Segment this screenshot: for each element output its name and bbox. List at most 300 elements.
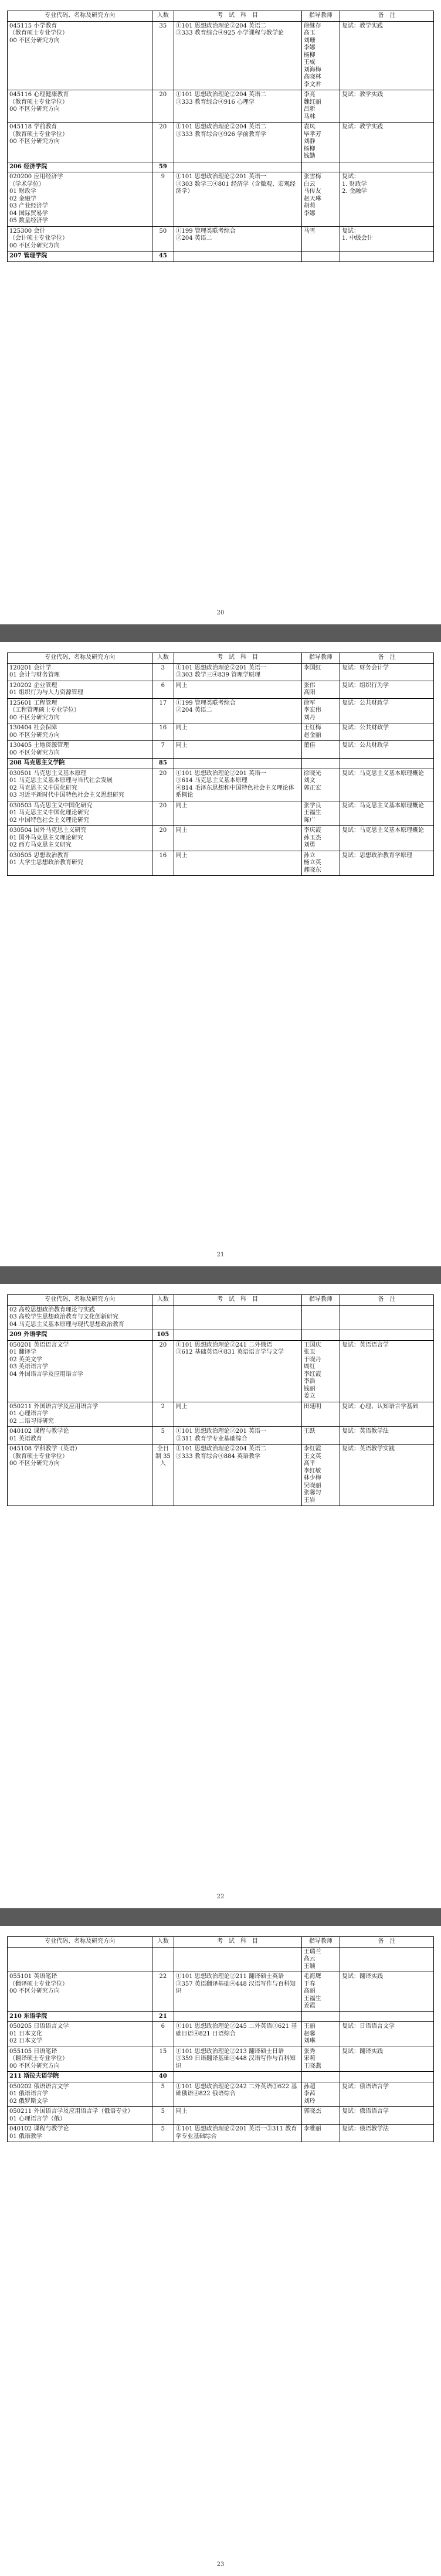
count-cell: 20 — [152, 1340, 174, 1402]
advisor-name: 杨柳 — [303, 145, 316, 152]
empty-cell — [301, 2011, 340, 2022]
exam-cell — [174, 681, 301, 698]
major-line: 01 俄语语言学 — [9, 2091, 48, 2097]
major-cell — [8, 698, 152, 723]
notes-cell — [340, 21, 434, 90]
table-header-row — [8, 653, 434, 664]
advisor-name: 王颖 — [303, 1963, 316, 1970]
major-line: 02 日本文学 — [9, 2038, 42, 2044]
advisor-name: 陈广 — [303, 817, 316, 824]
major-line: 030504 国外马克思主义研究 — [9, 827, 87, 834]
advisor-name: 张秀 — [303, 2048, 316, 2055]
major-line: 030505 思想政治教育 — [9, 852, 69, 859]
empty-cell — [340, 2011, 434, 2022]
advisor-name: 马传友 — [303, 188, 321, 195]
count-cell: 85 — [152, 759, 174, 769]
column-header: 考 试 科 目 — [174, 1937, 301, 1948]
notes-cell — [340, 723, 434, 741]
empty-cell — [174, 162, 301, 172]
notes-cell — [340, 1402, 434, 1427]
count-cell: 40 — [152, 2072, 174, 2082]
empty-cell — [174, 252, 301, 262]
count-cell: 45 — [152, 252, 174, 262]
exam-cell — [174, 1947, 301, 1972]
empty-cell — [340, 759, 434, 769]
major-line: 01 日本文化 — [9, 2030, 42, 2037]
advisor-name: 王福生 — [303, 810, 321, 816]
exam-line: ③311 教育学专业基础综合 — [175, 1435, 247, 1442]
advisor-name: 刘丹 — [303, 714, 316, 721]
notes-cell — [340, 681, 434, 698]
note-line: 复试： — [342, 227, 360, 235]
advisor-name: 于晓丹 — [303, 1356, 321, 1363]
count-cell: 5 — [152, 2082, 174, 2107]
exam-line: 同上 — [175, 742, 188, 749]
exam-line: ①101 思想政治理论②204 英语二 — [175, 91, 267, 98]
school-header-row — [8, 759, 434, 769]
exam-cell — [174, 226, 301, 252]
major-line: 125300 会计 — [9, 227, 46, 235]
table-row — [8, 226, 434, 252]
empty-cell — [174, 2072, 301, 2082]
advisor-name: 宋莉 — [303, 2055, 316, 2062]
major-line: （教育硕士专业学位） — [9, 30, 68, 36]
advisor-name: 王岩 — [303, 1497, 316, 1504]
note-line: 复试：马克思主义基本原理概论 — [342, 802, 425, 809]
note-line: 复试：翻译实践 — [342, 2048, 384, 2055]
major-line: 206 经济学院 — [9, 163, 48, 170]
exam-cell — [174, 698, 301, 723]
document-page — [0, 642, 441, 1266]
advisor-name: 杨柳 — [303, 52, 316, 59]
notes-cell — [340, 1445, 434, 1506]
advisor-cell — [301, 1427, 340, 1445]
empty-cell — [340, 162, 434, 172]
count-cell: 5 — [152, 2107, 174, 2125]
advisor-cell — [301, 1947, 340, 1972]
column-header: 专业代码、名称及研究方向 — [8, 1295, 152, 1306]
count-cell: 35 — [152, 21, 174, 90]
advisor-name: 林少梅 — [303, 1475, 321, 1481]
note-line: 复试：教学实践 — [342, 22, 384, 29]
advisor-name: 郭正宏 — [303, 784, 321, 791]
major-line: 040102 课程与教学论 — [9, 1428, 69, 1435]
table-row — [8, 1427, 434, 1445]
table-row — [8, 1445, 434, 1506]
major-cell — [8, 1445, 152, 1506]
major-cell — [8, 172, 152, 227]
major-line: 211 斯拉夫语学院 — [9, 2073, 59, 2079]
notes-cell — [340, 1947, 434, 1972]
exam-line: ③333 教育综合④925 小学课程与教学论 — [175, 30, 284, 36]
exam-line: ①101 思想政治理论②213 翻译硕士日语③359 日语翻译基础④448 汉语写作与百科知识 — [175, 2048, 296, 2069]
major-line: 00 不区分研究方向 — [9, 732, 60, 739]
advisor-name: 毕孝芳 — [303, 131, 321, 138]
admissions-table — [7, 1936, 434, 2142]
note-line: 复试：马克思主义基本原理概论 — [342, 827, 425, 834]
exam-line: ①101 思想政治理论②211 翻译硕士英语③357 英语翻译基础④448 汉语写作与百科知识 — [175, 1973, 296, 1994]
count-cell: 2 — [152, 1402, 174, 1427]
major-line: 045116 心理健康教育 — [9, 91, 69, 98]
column-header: 专业代码、名称及研究方向 — [8, 1937, 152, 1948]
advisor-name: 杨立英 — [303, 859, 321, 866]
page-number: 21 — [216, 1252, 225, 1258]
major-line: 210 东语学院 — [9, 2013, 48, 2020]
major-line: 01 会计与财务管理 — [9, 672, 60, 678]
note-line: 复试：心理、认知语言学基础 — [342, 1403, 419, 1410]
advisor-name: 高玉 — [303, 30, 316, 36]
advisor-name: 李红霞 — [303, 1446, 321, 1452]
major-line: 055101 英语笔译 — [9, 1973, 57, 1980]
notes-cell — [340, 123, 434, 162]
major-cell — [8, 723, 152, 741]
advisor-cell — [301, 172, 340, 227]
major-line: 01 大学生思想政治教育研究 — [9, 859, 83, 866]
note-line: 复试：教学实践 — [342, 124, 384, 130]
empty-cell — [174, 759, 301, 769]
notes-cell — [340, 769, 434, 801]
column-header: 专业代码、名称及研究方向 — [8, 11, 152, 22]
exam-cell — [174, 1427, 301, 1445]
table-row — [8, 1402, 434, 1427]
major-cell — [8, 2022, 152, 2047]
exam-line: ①101 思想政治理论②201 英语一③311 教育学专业基础综合 — [175, 2126, 297, 2140]
major-line: 00 不区分研究方向 — [9, 1460, 60, 1467]
count-cell: 3 — [152, 663, 174, 681]
advisor-name: 赵天琳 — [303, 195, 321, 202]
exam-line: 同上 — [175, 725, 188, 731]
table-row — [8, 769, 434, 801]
major-cell — [8, 741, 152, 759]
advisor-cell — [301, 2022, 340, 2047]
exam-cell — [174, 801, 301, 826]
major-cell — [8, 851, 152, 876]
advisor-name: 张馨匀 — [303, 1490, 321, 1496]
note-line: 复试：财务会计学 — [342, 664, 389, 671]
advisor-name: 王跃 — [303, 1428, 316, 1435]
note-line: 复试：俄语语言学 — [342, 2083, 389, 2090]
column-header: 指导教师 — [301, 1295, 340, 1306]
major-cell — [8, 123, 152, 162]
table-row — [8, 21, 434, 90]
notes-cell — [340, 2107, 434, 2125]
advisor-name: 李文君 — [303, 81, 321, 88]
exam-line: ①101 思想政治理论②245 二外英语③621 基础日语④821 日语综合 — [175, 2023, 297, 2037]
major-cell — [8, 252, 152, 262]
advisor-name: 刘琳 — [303, 2038, 316, 2044]
major-line: 020200 应用经济学 — [9, 174, 63, 180]
table-row — [8, 1972, 434, 2012]
count-cell: 20 — [152, 123, 174, 162]
exam-line: ①101 思想政治理论②201 英语一 — [175, 174, 267, 180]
major-line: 03 习近平新时代中国特色社会主义思想研究 — [9, 792, 124, 798]
major-line: 02 西方马克思主义研究 — [9, 842, 72, 848]
advisor-name: 高平 — [303, 1460, 316, 1467]
column-header: 考 试 科 目 — [174, 653, 301, 664]
table-row — [8, 123, 434, 162]
advisor-name: 姜霞 — [303, 2003, 316, 2009]
note-line: 复试：英语教学法 — [342, 1428, 389, 1435]
advisor-name: 王文英 — [303, 1453, 321, 1460]
major-line: （教育硕士专业学位） — [9, 1453, 68, 1460]
major-cell — [8, 2047, 152, 2072]
advisor-name: 李雅丽 — [303, 2126, 321, 2132]
note-line: 复试：俄语语言学 — [342, 2108, 389, 2115]
exam-line: 同上 — [175, 682, 188, 689]
note-line: 复试：思想政治教育学原理 — [342, 852, 413, 859]
exam-line: ①101 思想政治理论②201 英语一 — [175, 664, 267, 671]
advisor-cell — [301, 2125, 340, 2142]
count-cell: 50 — [152, 226, 174, 252]
note-line: 复试：英语语言学 — [342, 1341, 389, 1348]
advisor-name: 张学良 — [303, 802, 321, 809]
advisor-name: 高阳 — [303, 689, 316, 696]
major-line: 04 外国语言学及应用语言学 — [9, 1371, 83, 1378]
major-cell — [8, 801, 152, 826]
advisor-name: 王威 — [303, 59, 316, 66]
advisor-name: 田延明 — [303, 1403, 321, 1410]
note-line: 复试：组织行为学 — [342, 682, 389, 689]
advisor-name: 赵馨 — [303, 2030, 316, 2037]
advisor-name: 马雪 — [303, 227, 316, 235]
major-cell — [8, 1330, 152, 1341]
major-line: 02 二语习得研究 — [9, 1418, 54, 1425]
major-cell — [8, 1947, 152, 1972]
advisor-name: 刘珊 — [303, 37, 316, 44]
notes-cell — [340, 1972, 434, 2012]
major-line: 03 产业经济学 — [9, 203, 48, 209]
document-page — [0, 1284, 441, 1908]
major-line: 04 国际贸易学 — [9, 210, 48, 217]
empty-cell — [301, 2072, 340, 2082]
major-line: 01 翻译学 — [9, 1349, 36, 1355]
school-header-row — [8, 2072, 434, 2082]
exam-line: 同上 — [175, 852, 188, 859]
count-cell: 7 — [152, 741, 174, 759]
major-line: 030501 马克思主义基本原理 — [9, 770, 87, 777]
table-header-row — [8, 11, 434, 22]
major-line: 130404 社会保障 — [9, 725, 57, 731]
count-cell: 59 — [152, 162, 174, 172]
note-line: 复试：马克思主义基本原理概论 — [342, 770, 425, 777]
advisor-name: 刘勇 — [303, 842, 316, 848]
column-header: 指导教师 — [301, 653, 340, 664]
advisor-name: 李娜 — [303, 210, 316, 217]
exam-cell — [174, 21, 301, 90]
admissions-table — [7, 11, 434, 262]
advisor-name: 刘玲 — [303, 2098, 316, 2105]
advisor-cell — [301, 1340, 340, 1402]
empty-cell — [301, 162, 340, 172]
advisor-name: 高云 — [303, 1956, 316, 1962]
empty-cell — [174, 2011, 301, 2022]
major-line: 045115 小学教育 — [9, 22, 57, 29]
advisor-name: 李浩 — [303, 1378, 316, 1385]
exam-line: ③333 教育综合④926 学前教育学 — [175, 131, 267, 138]
count-cell: 20 — [152, 826, 174, 851]
major-cell — [8, 226, 152, 252]
major-line: （教育硕士专业学位） — [9, 98, 68, 106]
table-row — [8, 2047, 434, 2072]
column-header: 备 注 — [340, 11, 434, 22]
major-line: 050211 外国语言学及应用语言学 — [9, 1403, 99, 1410]
advisor-name: 袁凤 — [303, 124, 316, 130]
empty-cell — [340, 1330, 434, 1341]
major-line: 00 不区分研究方向 — [9, 37, 60, 44]
notes-cell — [340, 2047, 434, 2072]
exam-cell — [174, 1972, 301, 2012]
major-line: 01 马克思主义中国化理论研究 — [9, 810, 89, 816]
major-cell — [8, 1972, 152, 2012]
major-cell — [8, 1340, 152, 1402]
column-header: 人数 — [152, 1295, 174, 1306]
advisor-name: 李红霞 — [303, 1371, 321, 1378]
note-line: 复试：俄语教学法 — [342, 2126, 389, 2132]
page-content — [7, 1936, 434, 2142]
empty-cell — [340, 252, 434, 262]
advisor-name: 白云 — [303, 181, 316, 188]
major-line: 050211 外国语言学及应用语言学（俄语专业） — [9, 2108, 134, 2115]
column-header: 指导教师 — [301, 11, 340, 22]
advisor-name: 李亮 — [303, 91, 316, 98]
school-header-row — [8, 2011, 434, 2022]
major-line: 050205 日语语言文学 — [9, 2023, 69, 2030]
advisor-name: 刘海梅 — [303, 66, 321, 73]
count-cell: 105 — [152, 1330, 174, 1341]
exam-line: ①199 管理类联考综合 — [175, 699, 236, 706]
major-cell — [8, 162, 152, 172]
exam-line: 同上 — [175, 2108, 188, 2115]
empty-cell — [174, 1330, 301, 1341]
exam-cell — [174, 851, 301, 876]
school-header-row — [8, 1330, 434, 1341]
count-cell: 21 — [152, 2011, 174, 2022]
advisor-name: 徐军 — [303, 699, 316, 706]
major-line: 00 不区分研究方向 — [9, 714, 60, 721]
major-line: 02 俄罗斯文学 — [9, 2098, 48, 2105]
exam-cell — [174, 1340, 301, 1402]
count-cell: 16 — [152, 723, 174, 741]
advisor-name: 张卫 — [303, 1349, 316, 1355]
major-line: 00 不区分研究方向 — [9, 242, 60, 249]
exam-line: ③303 数学三④801 经济学（含微观、宏观经济学） — [175, 181, 296, 195]
advisor-cell — [301, 851, 340, 876]
page-content — [7, 1294, 434, 1506]
note-line: 复试：教学实践 — [342, 91, 384, 98]
note-line: 复试：公共财政学 — [342, 725, 389, 731]
advisor-name: 李茜 — [303, 2091, 316, 2097]
count-cell: 全日制 35人 — [152, 1445, 174, 1506]
count-cell: 15 — [152, 2047, 174, 2072]
major-line: （会计硕士专业学位） — [9, 235, 68, 242]
exam-cell — [174, 663, 301, 681]
note-line: 复试：公共财政学 — [342, 699, 389, 706]
advisor-cell — [301, 698, 340, 723]
major-line: 01 心理语言学 — [9, 1411, 48, 1417]
advisor-cell — [301, 1305, 340, 1330]
advisor-cell — [301, 2107, 340, 2125]
major-line: （工程管理硕士专业学位） — [9, 707, 80, 713]
advisor-cell — [301, 123, 340, 162]
advisor-name: 钱勤 — [303, 153, 316, 159]
notes-cell — [340, 90, 434, 123]
exam-cell — [174, 2107, 301, 2125]
exam-cell — [174, 172, 301, 227]
major-line: 02 高校思想政治教育理论与实践 — [9, 1306, 95, 1313]
advisor-cell — [301, 1402, 340, 1427]
advisor-name: 孙超 — [303, 2083, 316, 2090]
count-cell: 22 — [152, 1972, 174, 2012]
notes-cell — [340, 801, 434, 826]
column-header: 考 试 科 目 — [174, 11, 301, 22]
exam-line: ②204 英语二 — [175, 235, 212, 242]
advisor-name: 毛海鹰 — [303, 1973, 321, 1980]
major-line: 050201 英语语言文学 — [9, 1341, 69, 1348]
advisor-name: 刘静 — [303, 138, 316, 145]
major-line: 01 俄语教学 — [9, 2133, 42, 2140]
note-line: 复试：公共财政学 — [342, 742, 389, 749]
major-line: 03 英语语言学 — [9, 1364, 48, 1370]
document-page — [0, 1926, 441, 2576]
empty-cell — [340, 2072, 434, 2082]
table-row — [8, 681, 434, 698]
count-cell: 20 — [152, 801, 174, 826]
advisor-name: 李庆霞 — [303, 827, 321, 834]
notes-cell — [340, 1340, 434, 1402]
major-line: （翻译硕士专业学位） — [9, 1980, 68, 1987]
major-line: 01 国外马克思主义理论研究 — [9, 834, 83, 841]
major-line: （学术学位） — [9, 181, 45, 188]
column-header: 专业代码、名称及研究方向 — [8, 653, 152, 664]
advisor-cell — [301, 1445, 340, 1506]
table-row — [8, 1947, 434, 1972]
exam-line: ①101 思想政治理论②201 英语一 — [175, 1428, 267, 1435]
exam-line: 同上 — [175, 1403, 188, 1410]
note-line: 1. 财政学 — [342, 181, 367, 188]
notes-cell — [340, 226, 434, 252]
major-line: 130405 土地资源管理 — [9, 742, 69, 749]
advisor-name: 魏红丽 — [303, 98, 321, 106]
table-row — [8, 1305, 434, 1330]
advisor-name: 孙玉杰 — [303, 834, 321, 841]
advisor-name: 周红 — [303, 1364, 316, 1370]
exam-cell — [174, 741, 301, 759]
exam-line: ①101 思想政治理论②204 英语二 — [175, 1446, 267, 1452]
school-header-row — [8, 162, 434, 172]
advisor-name: 王瑞兰 — [303, 1948, 321, 1955]
major-line: （翻译硕士专业学位） — [9, 2055, 68, 2062]
table-header-row — [8, 1295, 434, 1306]
exam-line: 同上 — [175, 827, 188, 834]
exam-cell — [174, 769, 301, 801]
advisor-name: 王丽 — [303, 2023, 316, 2030]
major-cell — [8, 769, 152, 801]
advisor-name: 马林 — [303, 113, 316, 120]
admissions-table — [7, 653, 434, 876]
note-line: 1. 中级会计 — [342, 235, 373, 242]
advisor-cell — [301, 1972, 340, 2012]
count-cell: 6 — [152, 2022, 174, 2047]
count-cell: 5 — [152, 2125, 174, 2142]
advisor-name: 王国庆 — [303, 1341, 321, 1348]
advisor-name: 胡莉 — [303, 203, 316, 209]
major-line: 02 金融学 — [9, 195, 36, 202]
notes-cell — [340, 2125, 434, 2142]
major-cell — [8, 1305, 152, 1330]
advisor-name: 孙立 — [303, 852, 316, 859]
exam-line: ①101 思想政治理论②201 英语一 — [175, 770, 267, 777]
major-line: 045118 学前教育 — [9, 124, 57, 130]
